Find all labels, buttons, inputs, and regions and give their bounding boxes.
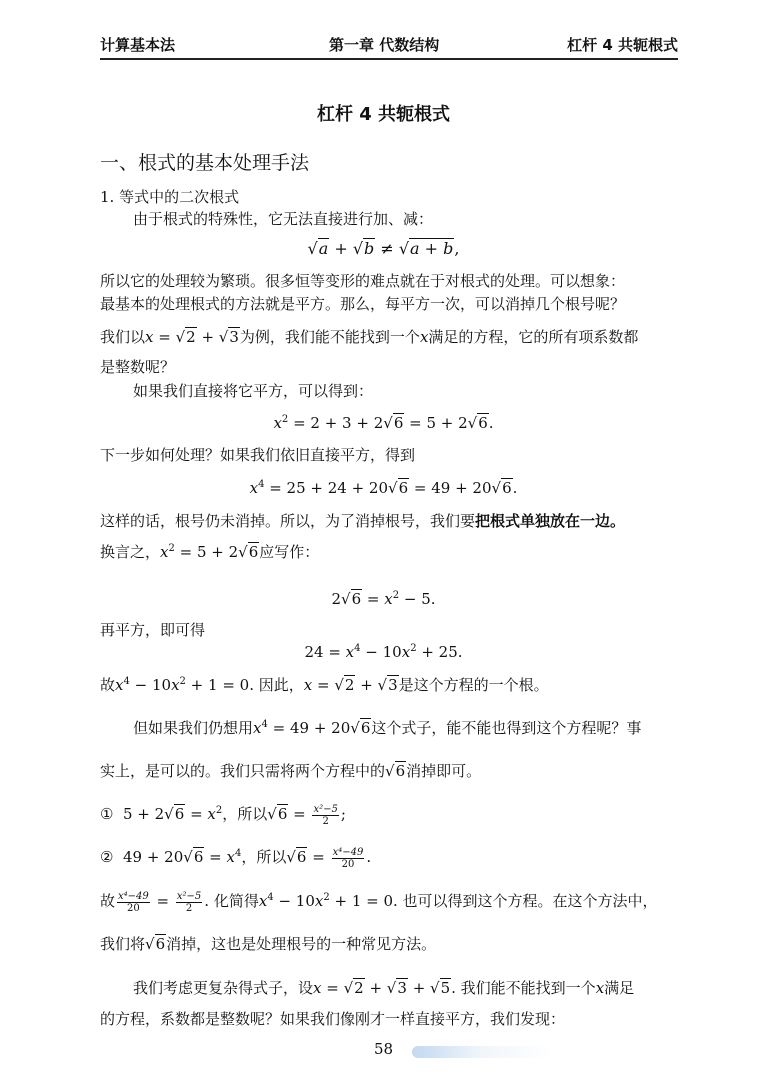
equation-radical-sum: √a + √b ≠ √a + b, xyxy=(307,239,460,258)
paragraph-11: 实上，是可以的。我们只需将两个方程中的√6消掉即可。 xyxy=(100,762,482,780)
paragraph-3: 我们以x = √2 + √3为例，我们能不能找到一个x满足的方程，它的所有项系数都 xyxy=(100,328,639,346)
subsection-title: 1. 等式中的二次根式 xyxy=(100,188,240,206)
header-section: 杠杆 4 共轭根式 xyxy=(567,36,678,54)
paragraph-1: 由于根式的特殊性，它无法直接进行加、减： xyxy=(133,210,434,228)
paragraph-15: 的方程，系数都是整数呢？如果我们像刚才一样直接平方，我们发现： xyxy=(100,1010,566,1028)
paragraph-9: 故$x^4 - 10x^2 + 1 = 0$. 因此，x = √2 + √3是这个方程的一个根。 xyxy=(100,676,549,694)
equation-x-fourth: $x^4 = 25 + 24 + 20√6 = 49 + 20√6$. xyxy=(249,479,518,497)
header-rule xyxy=(100,58,678,60)
paragraph-10: 但如果我们仍想用$x^4 = 49 + 20√6$这个式子，能不能也得到这个方程呢？事 xyxy=(133,719,642,737)
section-title: 一、根式的基本处理手法 xyxy=(100,152,310,174)
equation-item-1: ① $5 + 2√6 = x^2$，所以√6 = $\frac{\text{x²−5}}{2}$ ; xyxy=(100,803,346,827)
page-header xyxy=(100,34,678,58)
equation-item-2: ② $49 + 20√6 = x^4$，所以√6 = $\frac{\text{x⁴−49}}{20}$ . xyxy=(100,846,372,870)
page-number: 58 xyxy=(373,1040,394,1058)
paragraph-5: 下一步如何处理？如果我们依旧直接平方，得到 xyxy=(100,446,416,464)
emphasis-text: 把根式单独放在一边。 xyxy=(475,512,626,530)
paragraph-6: 这样的话，根号仍未消掉。所以，为了消掉根号，我们要把根式单独放在一边。 xyxy=(100,512,626,530)
header-chapter: 第一章 代数结构 xyxy=(329,36,440,54)
paragraph-4: 如果我们直接将它平方，可以得到： xyxy=(133,382,374,400)
paragraph-2a: 所以它的处理较为繁琐。很多恒等变形的难点就在于对根式的处理。可以想象： xyxy=(100,272,626,290)
paragraph-14: 我们考虑更复杂得式子，设x = √2 + √3 + √5. 我们能不能找到一个x满足 xyxy=(133,979,635,997)
equation-squared-again: $24 = x^4 - 10x^2 + 25$. xyxy=(304,643,463,661)
paragraph-8: 再平方，即可得 xyxy=(100,621,206,639)
header-book-title: 计算基本法 xyxy=(100,36,176,54)
scan-smudge xyxy=(412,1046,552,1058)
paragraph-7: 换言之，$x^2 = 5 + 2√6$应写作： xyxy=(100,543,320,561)
paragraph-3b: 是整数呢？ xyxy=(100,358,176,376)
equation-x-squared: $x^2 = 2 + 3 + 2√6 = 5 + 2√6$. xyxy=(273,414,494,432)
paragraph-13: 我们将√6消掉，这也是处理根号的一种常见方法。 xyxy=(100,935,437,953)
page-title: 杠杆 4 共轭根式 xyxy=(316,104,451,125)
paragraph-2b: 最基本的处理根式的方法就是平方。那么，每平方一次，可以消掉几个根号呢？ xyxy=(100,295,626,313)
equation-isolate-radical: $2√6 = x^2 - 5$. xyxy=(331,590,436,608)
paragraph-12: 故 $\frac{\text{x⁴−49}}{20}$ = $\frac{\text{x²−5}}{2}$ . 化简得$x^4 - 10x^2 + 1 = 0$. 也可以得到这个方程。在这个方法中， xyxy=(100,890,658,914)
